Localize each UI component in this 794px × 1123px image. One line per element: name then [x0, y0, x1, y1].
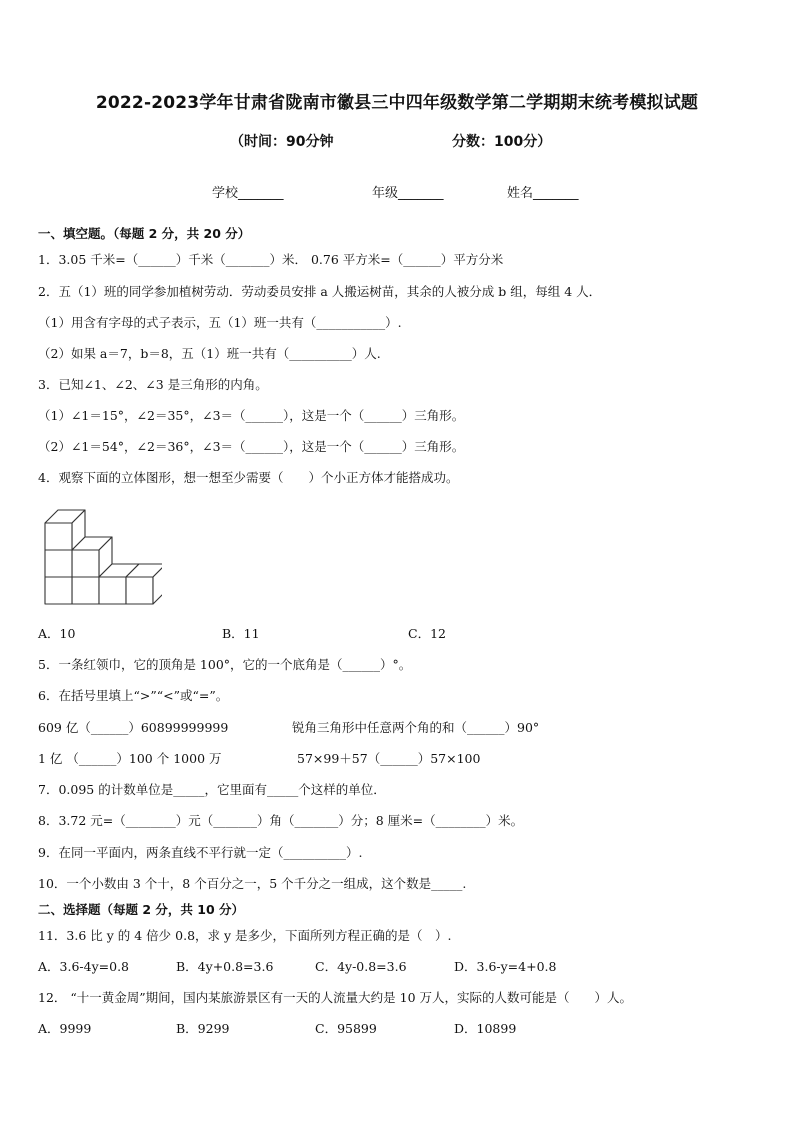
time-limit: （时间：90分钟 [230, 134, 334, 150]
question-2: 2．五（1）班的同学参加植树劳动．劳动委员安排 a 人搬运树苗，其余的人被分成 b 组，每组 4 人． [38, 284, 602, 299]
question-12-option-c[interactable]: C．95899 [315, 1021, 377, 1036]
question-11-option-c[interactable]: C．4y-0.8=3.6 [315, 959, 407, 974]
page-title: 2022-2023学年甘肃省陇南市徽县三中四年级数学第二学期期末统考模拟试题 [95, 93, 699, 113]
total-score: 分数：100分） [452, 134, 552, 150]
question-7: 7．0.095 的计数单位是_____，它里面有_____个这样的单位． [38, 782, 386, 797]
question-12-option-d[interactable]: D．10899 [454, 1021, 517, 1036]
question-1: 1．3.05 千米=（______）千米（_______）米． 0.76 平方米=（______）平方分米 [38, 252, 504, 267]
question-6-item-a: 609 亿（______）60899999999 [38, 720, 229, 735]
grade-field[interactable]: 年级_______ [372, 186, 444, 201]
question-2-part-1: （1）用含有字母的式子表示，五（1）班一共有（___________）. [38, 315, 402, 330]
question-5: 5．一条红领巾，它的顶角是 100°，它的一个底角是（______）°。 [38, 657, 412, 672]
question-6-item-c: 1 亿 （______）100 个 1000 万 [38, 751, 222, 766]
question-12-option-b[interactable]: B．9299 [176, 1021, 230, 1036]
question-8: 8．3.72 元=（________）元（_______）角（_______）分；8 厘米=（________）米。 [38, 813, 524, 828]
question-9: 9．在同一平面内，两条直线不平行就一定（__________）. [38, 845, 363, 860]
question-10: 10．一个小数由 3 个十，8 个百分之一，5 个千分之一组成，这个数是_____. [38, 876, 467, 891]
section-2-heading: 二、选择题（每题 2 分，共 10 分） [38, 902, 245, 917]
stacked-cubes-figure [38, 500, 162, 612]
question-4-option-a[interactable]: A．10 [38, 626, 76, 641]
name-field[interactable]: 姓名_______ [507, 186, 579, 201]
question-6-item-b: 锐角三角形中任意两个角的和（______）90° [292, 720, 540, 735]
question-11-option-b[interactable]: B．4y+0.8=3.6 [176, 959, 274, 974]
question-4-option-b[interactable]: B．11 [222, 626, 260, 641]
question-6-item-d: 57×99＋57（______）57×100 [297, 751, 481, 766]
school-field[interactable]: 学校_______ [212, 186, 284, 201]
question-11-option-a[interactable]: A．3.6-4y=0.8 [38, 959, 129, 974]
question-11: 11．3.6 比 y 的 4 倍少 0.8，求 y 是多少，下面所列方程正确的是（ ）. [38, 928, 452, 943]
question-4: 4．观察下面的立体图形，想一想至少需要（ ）个小正方体才能搭成功。 [38, 470, 459, 485]
section-1-heading: 一、填空题。（每题 2 分，共 20 分） [38, 226, 251, 241]
question-4-option-c[interactable]: C．12 [408, 626, 446, 641]
question-6: 6．在括号里填上“>”“<”或“=”。 [38, 688, 229, 703]
question-12-option-a[interactable]: A．9999 [38, 1021, 92, 1036]
question-11-option-d[interactable]: D．3.6-y=4+0.8 [454, 959, 557, 974]
question-3-part-2: （2）∠1＝54°，∠2＝36°，∠3＝（______），这是一个（______）三角形。 [38, 439, 465, 454]
question-2-part-2: （2）如果 a＝7，b＝8，五（1）班一共有（__________）人. [38, 346, 381, 361]
question-3: 3．已知∠1、∠2、∠3 是三角形的内角。 [38, 377, 268, 392]
question-12: 12． “十一黄金周”期间，国内某旅游景区有一天的人流量大约是 10 万人，实际的人数可能是（ ）人。 [38, 990, 633, 1005]
question-3-part-1: （1）∠1＝15°，∠2＝35°，∠3＝（______），这是一个（______）三角形。 [38, 408, 465, 423]
